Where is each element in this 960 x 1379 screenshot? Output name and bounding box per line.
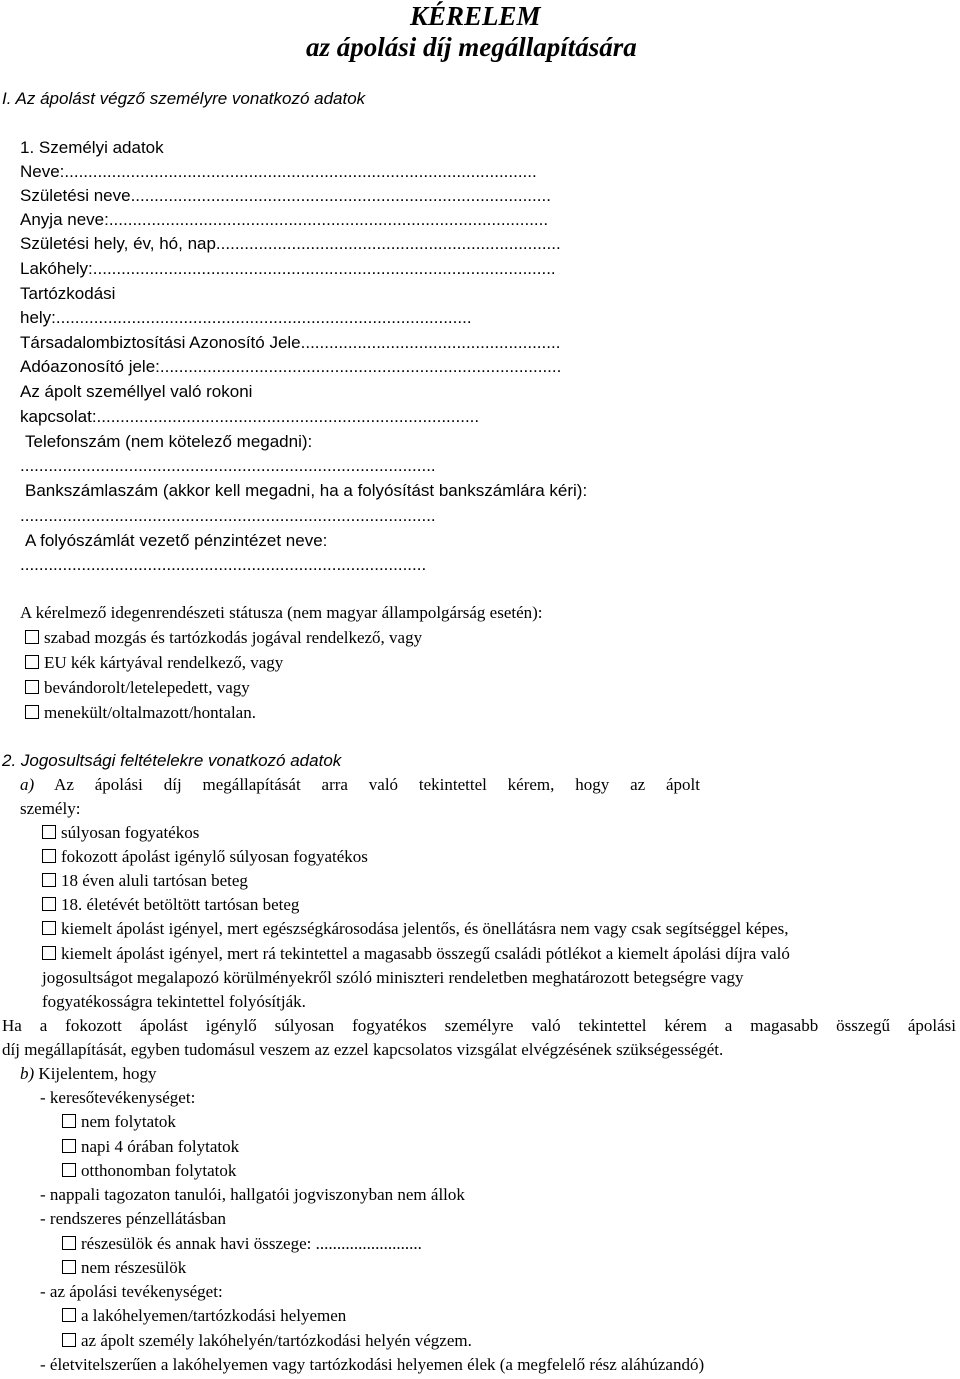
checkbox[interactable] bbox=[62, 1260, 76, 1274]
eligibility-option[interactable]: kiemelt ápolást igényel, mert rá tekintettel a magasabb összegű családi pótlékot a kiemelt ápolási díjra való bbox=[42, 944, 790, 964]
field-relation[interactable]: kapcsolat:................................................................................. bbox=[20, 407, 480, 426]
field-bank-account[interactable]: ........................................................................................ bbox=[20, 506, 436, 525]
checkbox[interactable] bbox=[25, 630, 39, 644]
checkbox[interactable] bbox=[42, 897, 56, 911]
field-bank-name-label: A folyószámlát vezető pénzintézet neve: bbox=[25, 531, 328, 550]
field-taj[interactable]: Társadalombiztosítási Azonosító Jele....................................................... bbox=[20, 333, 561, 352]
checkbox[interactable] bbox=[42, 946, 56, 960]
eligibility-option-cont: fogyatékosságra tekintettel folyósítják. bbox=[42, 992, 306, 1011]
status-option[interactable]: EU kék kártyával rendelkező, vagy bbox=[25, 653, 283, 673]
work-heading: - keresőtevékenységet: bbox=[40, 1088, 196, 1107]
field-name[interactable]: Neve:.................................................................................................... bbox=[20, 162, 537, 181]
eligibility-option[interactable]: 18. életévét betöltött tartósan beteg bbox=[42, 895, 299, 915]
checkbox[interactable] bbox=[62, 1333, 76, 1347]
field-relation-label: Az ápolt személlyel való rokoni bbox=[20, 382, 253, 401]
eligibility-option[interactable]: súlyosan fogyatékos bbox=[42, 823, 199, 843]
note-line1: Ha a fokozott ápolást igénylő súlyosan fogyatékos személyre való tekintettel kérem a magasabb összegű ápolási bbox=[2, 1016, 956, 1035]
field-birth-name[interactable]: Születési neve......................................................................................... bbox=[20, 186, 551, 205]
eligibility-option[interactable]: fokozott ápolást igénylő súlyosan fogyatékos bbox=[42, 847, 368, 867]
student-statement: - nappali tagozaton tanulói, hallgatói jogviszonyban nem állok bbox=[40, 1185, 465, 1204]
benefit-option[interactable]: nem részesülök bbox=[62, 1258, 186, 1278]
checkbox[interactable] bbox=[42, 849, 56, 863]
checkbox[interactable] bbox=[42, 825, 56, 839]
eligibility-option[interactable]: kiemelt ápolást igényel, mert egészségkárosodása jelentős, és önellátásra nem vagy csak segítséggel képes, bbox=[42, 919, 788, 939]
status-heading: A kérelmező idegenrendészeti státusza (nem magyar állampolgárság esetén): bbox=[20, 603, 543, 622]
checkbox[interactable] bbox=[25, 680, 39, 694]
checkbox[interactable] bbox=[62, 1139, 76, 1153]
field-residence[interactable]: Lakóhely:.................................................................................................. bbox=[20, 259, 556, 278]
checkbox[interactable] bbox=[25, 655, 39, 669]
checkbox[interactable] bbox=[62, 1163, 76, 1177]
sub-heading: 1. Személyi adatok bbox=[20, 138, 164, 157]
section2-a-line2: személy: bbox=[20, 799, 81, 818]
checkbox[interactable] bbox=[62, 1308, 76, 1322]
benefit-heading: - rendszeres pénzellátásban bbox=[40, 1209, 226, 1228]
benefit-option[interactable]: részesülök és annak havi összege: ......................... bbox=[62, 1234, 422, 1254]
care-option[interactable]: a lakóhelyemen/tartózkodási helyemen bbox=[62, 1306, 346, 1326]
checkbox[interactable] bbox=[25, 705, 39, 719]
status-option[interactable]: szabad mozgás és tartózkodás jogával rendelkező, vagy bbox=[25, 628, 422, 648]
declaration-heading: b) Kijelentem, hogy bbox=[20, 1064, 157, 1083]
field-tax-id[interactable]: Adóazonosító jele:..................................................................................... bbox=[20, 357, 562, 376]
work-option[interactable]: nem folytatok bbox=[62, 1112, 176, 1132]
form-title: KÉRELEM bbox=[410, 1, 541, 31]
field-phone[interactable]: ........................................................................................ bbox=[20, 456, 436, 475]
work-option[interactable]: otthonomban folytatok bbox=[62, 1161, 236, 1181]
field-phone-label: Telefonszám (nem kötelező megadni): bbox=[25, 432, 313, 451]
note-line2: díj megállapítását, egyben tudomásul veszem az ezzel kapcsolatos vizsgálat elvégzésének szükségességét. bbox=[2, 1040, 724, 1059]
field-stay-place[interactable]: hely:........................................................................................ bbox=[20, 308, 472, 327]
field-mother-name[interactable]: Anyja neve:............................................................................................. bbox=[20, 210, 549, 229]
field-stay-label: Tartózkodási bbox=[20, 284, 116, 303]
checkbox[interactable] bbox=[42, 873, 56, 887]
field-bank-label: Bankszámlaszám (akkor kell megadni, ha a folyósítást bankszámlára kéri): bbox=[25, 481, 588, 500]
form-subtitle: az ápolási díj megállapítására bbox=[306, 32, 637, 62]
lifestyle-statement: - életvitelszerűen a lakóhelyemen vagy tartózkodási helyemen élek (a megfelelő rész aláhúzandó) bbox=[40, 1355, 705, 1374]
care-heading: - az ápolási tevékenységet: bbox=[40, 1282, 223, 1301]
field-bank-name[interactable]: ...................................................................................... bbox=[20, 555, 427, 574]
eligibility-option[interactable]: 18 éven aluli tartósan beteg bbox=[42, 871, 248, 891]
status-option[interactable]: menekült/oltalmazott/hontalan. bbox=[25, 703, 256, 723]
checkbox[interactable] bbox=[62, 1236, 76, 1250]
status-option[interactable]: bevándorolt/letelepedett, vagy bbox=[25, 678, 250, 698]
care-option[interactable]: az ápolt személy lakóhelyén/tartózkodási helyén végzem. bbox=[62, 1331, 472, 1351]
checkbox[interactable] bbox=[62, 1114, 76, 1128]
section-heading: I. Az ápolást végző személyre vonatkozó adatok bbox=[2, 89, 366, 108]
section2-heading: 2. Jogosultsági feltételekre vonatkozó adatok bbox=[2, 751, 342, 770]
section2-a-line1: a) Az ápolási díj megállapítását arra való tekintettel kérem, hogy az ápolt bbox=[20, 775, 700, 794]
field-birth-place-date[interactable]: Születési hely, év, hó, nap......................................................................... bbox=[20, 234, 561, 253]
checkbox[interactable] bbox=[42, 921, 56, 935]
eligibility-option-cont: jogosultságot megalapozó körülményekről szóló miniszteri rendeletben meghatározott betegségre vagy bbox=[42, 968, 744, 987]
work-option[interactable]: napi 4 órában folytatok bbox=[62, 1137, 239, 1157]
